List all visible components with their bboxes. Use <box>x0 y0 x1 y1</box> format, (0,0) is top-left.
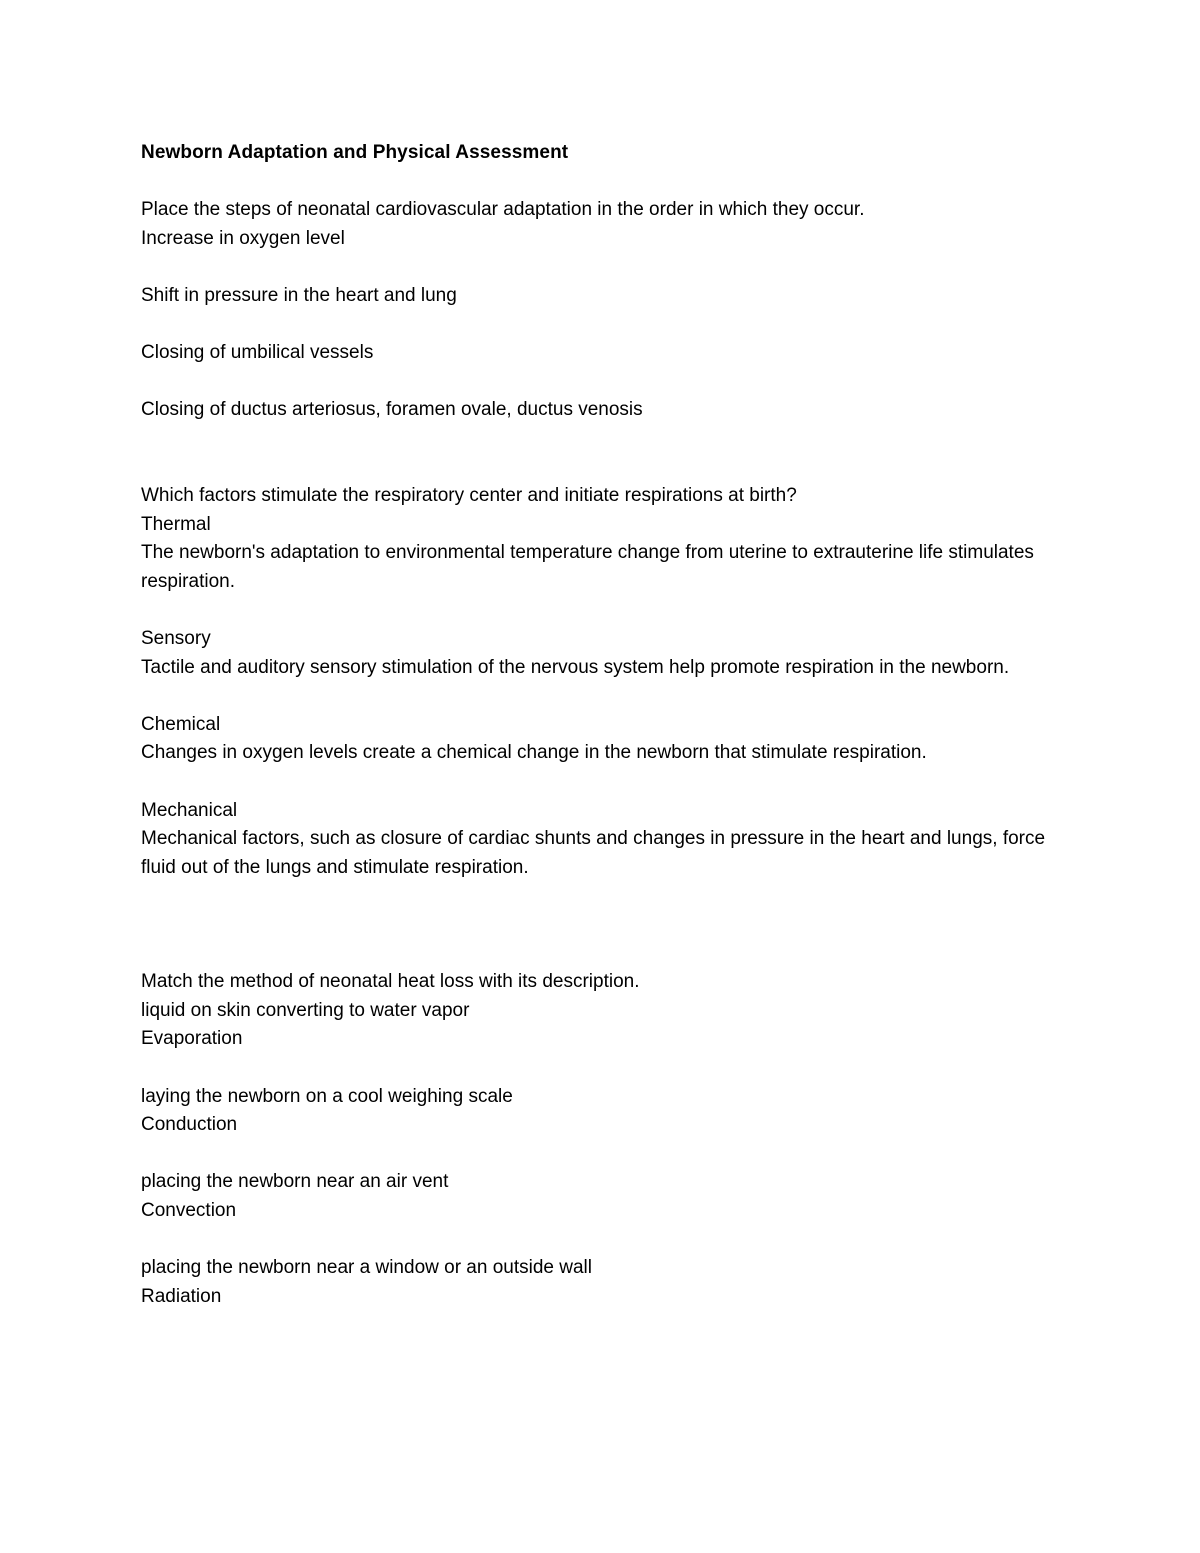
answer-step: Increase in oxygen level <box>141 227 345 249</box>
heat-loss-description: placing the newborn near a window or an outside wall <box>141 1257 592 1279</box>
heat-loss-method: Conduction <box>141 1114 238 1136</box>
heat-loss-method: Radiation <box>141 1285 222 1307</box>
question-cardiovascular-adaptation <box>141 196 1071 425</box>
question-prompt: Match the method of neonatal heat loss with its description. <box>141 971 640 993</box>
document-page <box>141 139 1071 1311</box>
answer-step: Closing of ductus arteriosus, foramen ovale, ductus venosis <box>141 399 643 421</box>
heat-loss-description: placing the newborn near an air vent <box>141 1171 449 1193</box>
factor-name: Mechanical <box>141 799 238 821</box>
heat-loss-method: Evaporation <box>141 1028 243 1050</box>
heat-loss-method: Convection <box>141 1199 237 1221</box>
heat-loss-description: laying the newborn on a cool weighing scale <box>141 1085 513 1107</box>
factor-name: Thermal <box>141 513 211 535</box>
question-heat-loss <box>141 968 1071 1311</box>
factor-description: Tactile and auditory sensory stimulation of the nervous system help promote respiration in the newborn. <box>141 656 1010 678</box>
answer-step: Closing of umbilical vessels <box>141 342 374 364</box>
factor-description: Mechanical factors, such as closure of cardiac shunts and changes in pressure in the heart and lungs, force fluid out of the lungs and stimulate respiration. <box>141 828 1051 878</box>
question-respiratory-factors <box>141 482 1071 882</box>
question-prompt: Which factors stimulate the respiratory center and initiate respirations at birth? <box>141 485 797 507</box>
factor-description: The newborn's adaptation to environmental temperature change from uterine to extrauterine life stimulates respiration. <box>141 542 1040 592</box>
document-title: Newborn Adaptation and Physical Assessment <box>141 142 569 163</box>
question-prompt: Place the steps of neonatal cardiovascular adaptation in the order in which they occur. <box>141 199 865 221</box>
factor-description: Changes in oxygen levels create a chemical change in the newborn that stimulate respiration. <box>141 742 927 764</box>
spacer <box>141 882 1071 968</box>
answer-step: Shift in pressure in the heart and lung <box>141 284 457 306</box>
spacer <box>141 425 1071 482</box>
spacer <box>141 168 1071 197</box>
factor-name: Sensory <box>141 628 211 650</box>
factor-name: Chemical <box>141 713 221 735</box>
heat-loss-description: liquid on skin converting to water vapor <box>141 999 470 1021</box>
